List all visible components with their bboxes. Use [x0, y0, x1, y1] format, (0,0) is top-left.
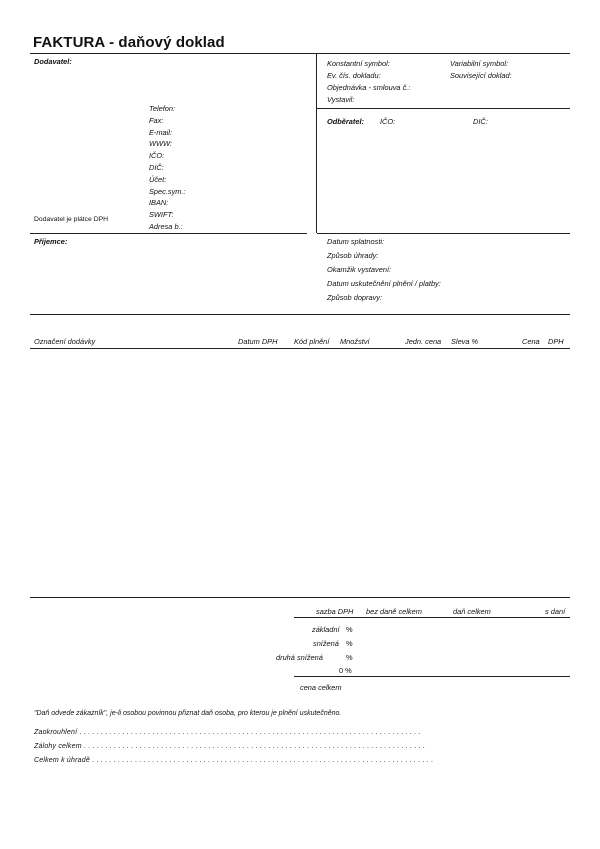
supplier-field-adresa: Adresa b.:	[149, 222, 183, 231]
column-divider	[316, 54, 317, 233]
vat-sazba-header: sazba DPH	[316, 607, 354, 616]
dates-divider-right	[317, 233, 570, 234]
col-jedn-cena: Jedn. cena	[405, 337, 442, 346]
souvisejici-doklad-label: Související doklad:	[450, 71, 512, 80]
vat-row-snizena-name: snížená	[313, 639, 339, 648]
cena-celkem-label: cena celkem	[300, 683, 342, 692]
vat-row-nulova-rate: 0 %	[339, 666, 352, 675]
konstantni-symbol-label: Konstantní symbol:	[327, 59, 390, 68]
vat-bez-dane-header: bez daně celkem	[366, 607, 422, 616]
items-bottom-divider	[30, 597, 570, 598]
vystavil-label: Vystavil:	[327, 95, 355, 104]
vat-s-dani-header: s daní	[545, 607, 566, 616]
celkem-row	[34, 757, 433, 764]
vat-row-zakladni-name: základní	[312, 625, 340, 634]
customer-divider	[317, 108, 570, 109]
customer-ico-label: IČO:	[380, 117, 396, 126]
vat-row-druha-snizena-name: druhá snížená	[276, 653, 323, 662]
vat-payer-note: Dodavatel je plátce DPH	[34, 216, 109, 223]
variabilni-symbol-label: Variabilní symbol:	[450, 59, 509, 68]
customer-dic-label: DIČ:	[473, 117, 488, 126]
datum-plneni-label: Datum uskutečnění plnění / platby:	[327, 279, 441, 288]
col-oznaceni-dodavky: Označení dodávky	[34, 337, 96, 346]
vat-row-zakladni-rate: %	[346, 625, 353, 634]
supplier-field-fax: Fax:	[149, 115, 164, 125]
ev-cislo-label: Ev. čís. dokladu:	[327, 71, 381, 80]
customer-heading: Odběratel:	[327, 117, 364, 126]
celkem-dots: . . . . . . . . . . . . . . . . . . . . . . . . . . . . . . . . . . . . . . . . . . . . . . . . . . . . . . . . . . . . . . . . . . . . . . . . . . . . . . . .	[92, 757, 434, 764]
celkem-label: Celkem k úhradě	[34, 757, 90, 764]
supplier-field-dic: DIČ:	[149, 163, 164, 172]
col-mnozstvi: Množství	[340, 337, 370, 346]
supplier-field-iban: IBAN:	[149, 198, 169, 208]
date-splatnosti-label: Datum splatnosti:	[327, 237, 385, 246]
col-dph: DPH	[548, 337, 564, 346]
supplier-field-ucet: Účet:	[149, 174, 167, 184]
zaokrouhleni-row	[34, 729, 420, 736]
col-kod-plneni: Kód plnění	[294, 337, 330, 346]
zpusob-dopravy-label: Způsob dopravy:	[327, 293, 383, 302]
zalohy-label: Zálohy celkem	[34, 743, 82, 750]
col-sleva: Sleva %	[451, 337, 479, 346]
items-top-divider	[30, 314, 570, 315]
items-header-divider	[30, 348, 570, 349]
supplier-field-telefon: Telefon:	[149, 104, 176, 113]
reverse-charge-note: "Daň odvede zákazník", je-li osobou povinnou přiznat daň osoba, pro kterou je plnění uskutečněno.	[34, 710, 342, 717]
top-divider	[30, 53, 570, 54]
supplier-field-www: WWW:	[149, 139, 172, 149]
zalohy-dots: . . . . . . . . . . . . . . . . . . . . . . . . . . . . . . . . . . . . . . . . . . . . . . . . . . . . . . . . . . . . . . . . . . . . . . . . . . . . . . . .	[83, 743, 425, 750]
page-title: FAKTURA - daňový doklad	[33, 34, 225, 51]
vat-header-divider	[294, 617, 570, 618]
okamzik-vystaveni-label: Okamžik vystavení:	[327, 265, 392, 274]
supplier-heading: Dodavatel:	[34, 57, 72, 66]
col-cena: Cena	[522, 337, 540, 346]
zaokrouhleni-dots: . . . . . . . . . . . . . . . . . . . . . . . . . . . . . . . . . . . . . . . . . . . . . . . . . . . . . . . . . . . . . . . . . . . . . . . . . . . . . . . .	[79, 729, 421, 736]
supplier-field-ico: IČO:	[149, 151, 165, 161]
zalohy-row	[34, 743, 425, 750]
vat-row-snizena-rate: %	[346, 639, 353, 648]
recipient-divider-left	[30, 233, 307, 234]
zpusob-uhrady-label: Způsob úhrady:	[327, 251, 379, 260]
supplier-field-spec-sym: Spec.sym.:	[149, 186, 186, 196]
vat-dan-header: daň celkem	[453, 607, 491, 616]
vat-total-divider	[294, 676, 570, 677]
objednavka-label: Objednávka - smlouva č.:	[327, 83, 411, 92]
supplier-field-email: E-mail:	[149, 127, 172, 137]
col-datum-dph: Datum DPH	[238, 337, 278, 346]
vat-row-druha-snizena-rate: %	[346, 653, 353, 662]
recipient-heading: Příjemce:	[34, 237, 68, 246]
supplier-field-swift: SWIFT:	[149, 210, 174, 220]
zaokrouhleni-label: Zaokrouhlení	[34, 729, 78, 736]
